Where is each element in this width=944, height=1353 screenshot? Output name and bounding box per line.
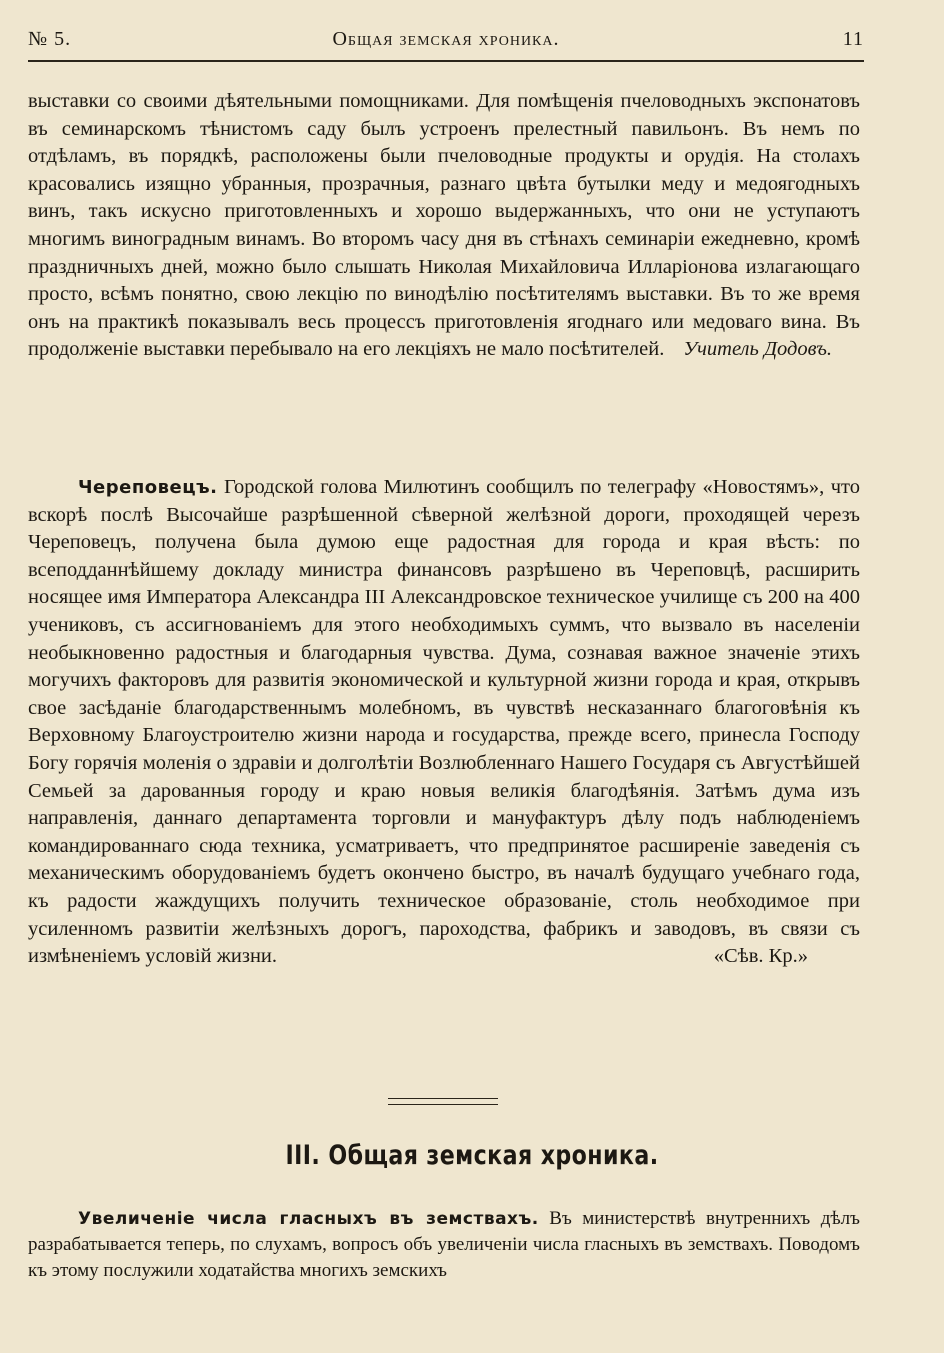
article-source: «Сѣв. Кр.» xyxy=(713,945,808,968)
article-apiculture-exhibition xyxy=(28,88,860,364)
section-heading: III. Общая земская хроника. xyxy=(285,1140,659,1171)
article-text: Городской голова Милютинъ сообщилъ по телеграфу «Новостямъ», что вскорѣ послѣ Высочайше разрѣшенной сѣверной желѣзной дороги, проходящей черезъ Череповецъ, получена была думою еще радостная для города и края вѣсть: по всеподданнѣйшему докладу министра финансовъ разрѣшено въ Череповцѣ, расширить носящее имя Императора Александра III Александровское техническое училище съ 200 на 400 учениковъ, съ ассигнованіемъ для этого необходимыхъ суммъ, что вызвало въ населеніи необыкновенно радостныя и благодарныя чувства. Дума, сознавая важное значеніе этихъ могучихъ факторовъ для развитія экономической и культурной жизни города и края, открывъ свое засѣданіе благодарственнымъ молебномъ, въ чувствѣ несказаннаго благоговѣнія къ Верховному Благоустроителю жизни народа и государства, прежде всего, принесла Господу Богу горячія моленія о здравіи и долголѣтіи Возлюбленнаго Нашего Государя съ Августѣйшей Семьей за дарованныя городу и краю новыя великія благодѣянія. Затѣмъ дума изъ направленія, даннаго департамента торговли и мануфактуръ дѣлу подъ наблюденіемъ командированнаго сюда техника, усматриваетъ, что предпринятое расширеніе заведенія съ механическимъ оборудованіемъ будетъ окончено быстро, въ началѣ будущаго учебнаго года, къ радости жаждущихъ получить техническое образованіе, столь необходимое при усиленномъ развитіи желѣзныхъ дорогъ, пароходства, фабрикъ и заводовъ, въ связи съ измѣненіемъ условій жизни. xyxy=(28,476,860,968)
article-lead: Увеличеніе числа гласныхъ въ земствахъ. xyxy=(78,1209,539,1229)
article-cherepovets xyxy=(28,474,860,971)
running-title: Общая земская хроника. xyxy=(332,28,560,50)
section-divider xyxy=(388,1098,498,1105)
article-zemstvo-councillors xyxy=(28,1206,860,1284)
article-text: Въ министерствѣ внутреннихъ дѣлъ разрабатывается теперь, по слухамъ, вопросъ объ увеличеніи числа гласныхъ въ земствахъ. Поводомъ къ этому послужили ходатайства многихъ земскихъ xyxy=(28,1208,860,1281)
article-lead: Череповецъ. xyxy=(78,477,218,498)
article-text: выставки со своими дѣятельными помощниками. Для помѣщенія пчеловодныхъ экспонатовъ въ семинарскомъ тѣнистомъ саду былъ устроенъ прелестный павильонъ. Въ немъ по отдѣламъ, въ порядкѣ, расположены были пчеловодные продукты и орудія. На столахъ красовались изящно убранныя, прозрачныя, разнаго цвѣта бутылки меду и медоягодныхъ винъ, такъ искусно приготовленныхъ и хорошо выдержанныхъ, что они не уступаютъ многимъ виноградным винамъ. Во второмъ часу дня въ стѣнахъ семинаріи ежедневно, кромѣ праздничныхъ дней, можно было слышать Николая Михайловича Илларіонова излагающаго просто, всѣмъ понятно, свою лекцію по винодѣлію посѣтителямъ выставки. Въ то же время онъ на практикѣ показывалъ весь процессъ приготовленія ягоднаго или медоваго вина. Въ продолженіе выставки перебывало на его лекціяхъ не мало посѣтителей. xyxy=(28,90,860,361)
header-rule xyxy=(28,60,864,62)
article-body xyxy=(28,88,860,364)
article-body xyxy=(28,474,860,971)
article-body xyxy=(28,1206,860,1284)
article-signature: Учитель Додовъ. xyxy=(683,338,832,361)
page-number: 11 xyxy=(842,28,864,50)
issue-number: № 5. xyxy=(28,28,72,50)
page-header xyxy=(28,28,864,58)
